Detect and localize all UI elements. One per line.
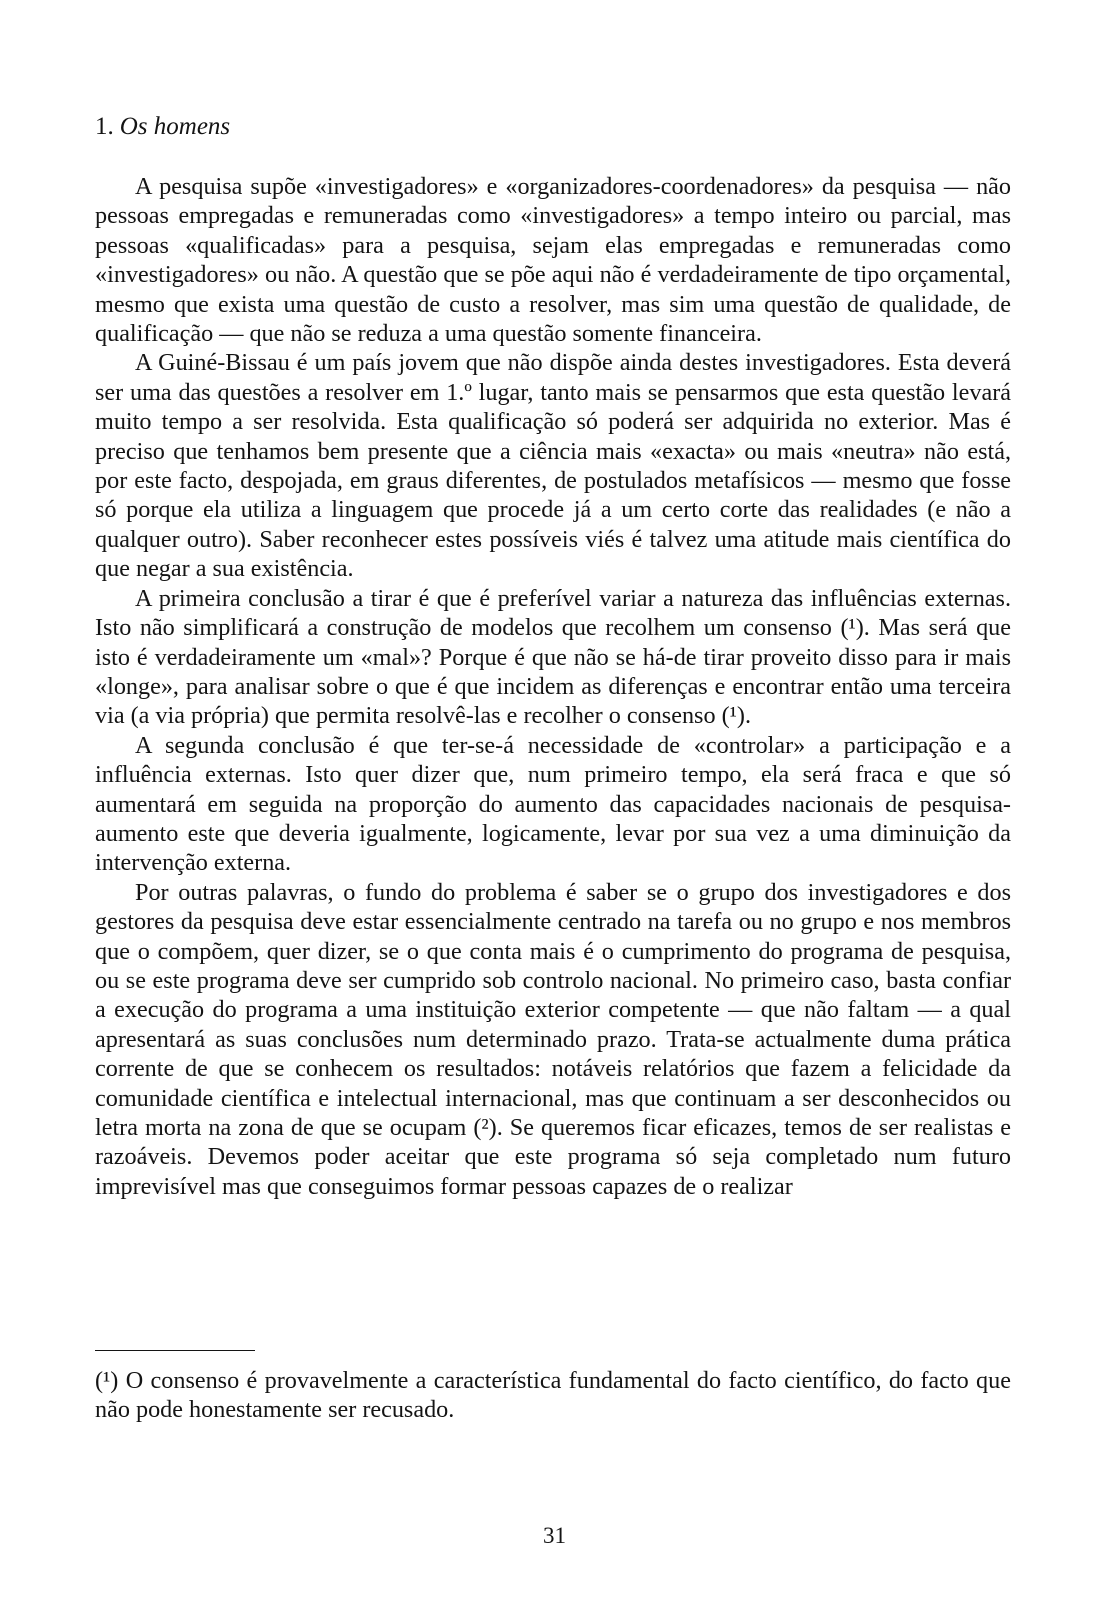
paragraph-3: A primeira conclusão a tirar é que é preferível variar a natureza das influências externas. Isto não simplificará a construção de modelos que recolhem um consenso (¹). Mas será que isto é verdadeiramente um «mal»? Porque é que não se há-de tirar proveito disso para ir mais «longe», para analisar sobre o que é que incidem as diferenças e encontrar então uma terceira via (a via própria) que permita resolvê-las e recolher o consenso (¹). [95, 584, 1011, 730]
section-title: Os homens [119, 113, 231, 140]
page-number: 31 [543, 1523, 566, 1548]
paragraph-2: A Guiné-Bissau é um país jovem que não dispõe ainda destes investigadores. Esta deverá ser uma das questões a resolver em 1.º lugar, tanto mais se pensarmos que esta questão levará muito tempo a ser resolvida. Esta qualificação só poderá ser adquirida no exterior. Mas é preciso que tenhamos bem presente que a ciência mais «exacta» ou mais «neutra» não está, por este facto, despojada, em graus diferentes, de postulados metafísicos — mesmo que fosse só porque ela utiliza a linguagem que procede já a um certo corte das realidades (e não a qualquer outro). Saber reconhecer estes possíveis viés é talvez uma atitude mais científica do que negar a sua existência. [95, 349, 1011, 583]
paragraph-5: Por outras palavras, o fundo do problema é saber se o grupo dos investigadores e dos gestores da pesquisa deve estar essencialmente centrado na tarefa ou no grupo e nos membros que o compõem, quer dizer, se o que conta mais é o cumprimento do programa de pesquisa, ou se este programa deve ser cumprido sob controlo nacional. No primeiro caso, basta confiar a execução do programa a uma instituição exterior competente — que não faltam — a qual apresentará as suas conclusões num determinado prazo. Trata-se actualmente duma prática corrente de que se conhecem os resultados: notáveis relatórios que fazem a felicidade da comunidade científica e intelectual internacional, mas que continuam a ser desconhecidos ou letra morta na zona de que se ocupam (²). Se queremos ficar eficazes, temos de ser realistas e razoáveis. Devemos poder aceitar que este programa só seja completado num futuro imprevisível mas que conseguimos formar pessoas capazes de o realizar [95, 878, 1011, 1200]
section-heading [95, 112, 230, 142]
paragraph-1: A pesquisa supõe «investigadores» e «organizadores-coordenadores» da pesquisa — não pessoas empregadas e remuneradas como «investigadores» a tempo inteiro ou parcial, mas pessoas «qualificadas» para a pesquisa, sejam elas empregadas e remuneradas como «investigadores» ou não. A questão que se põe aqui não é verdadeiramente de tipo orçamental, mesmo que exista uma questão de custo a resolver, mas sim uma questão de qualidade, de qualificação — que não se reduza a uma questão somente financeira. [95, 173, 1011, 348]
body-text [95, 172, 1011, 1201]
footnote-divider [95, 1350, 255, 1351]
footnote-1: (¹) O consenso é provavelmente a característica fundamental do facto científico, do facto que não pode honestamente ser recusado. [95, 1367, 1011, 1424]
paragraph-4: A segunda conclusão é que ter-se-á necessidade de «controlar» a participação e a influência externas. Isto quer dizer que, num primeiro tempo, ela será fraca e que só aumentará em seguida na proporção do aumento das capacidades nacionais de pesquisa-aumento este que deveria igualmente, logicamente, levar por sua vez a uma diminuição da intervenção externa. [95, 731, 1011, 877]
section-number: 1. [95, 113, 114, 140]
